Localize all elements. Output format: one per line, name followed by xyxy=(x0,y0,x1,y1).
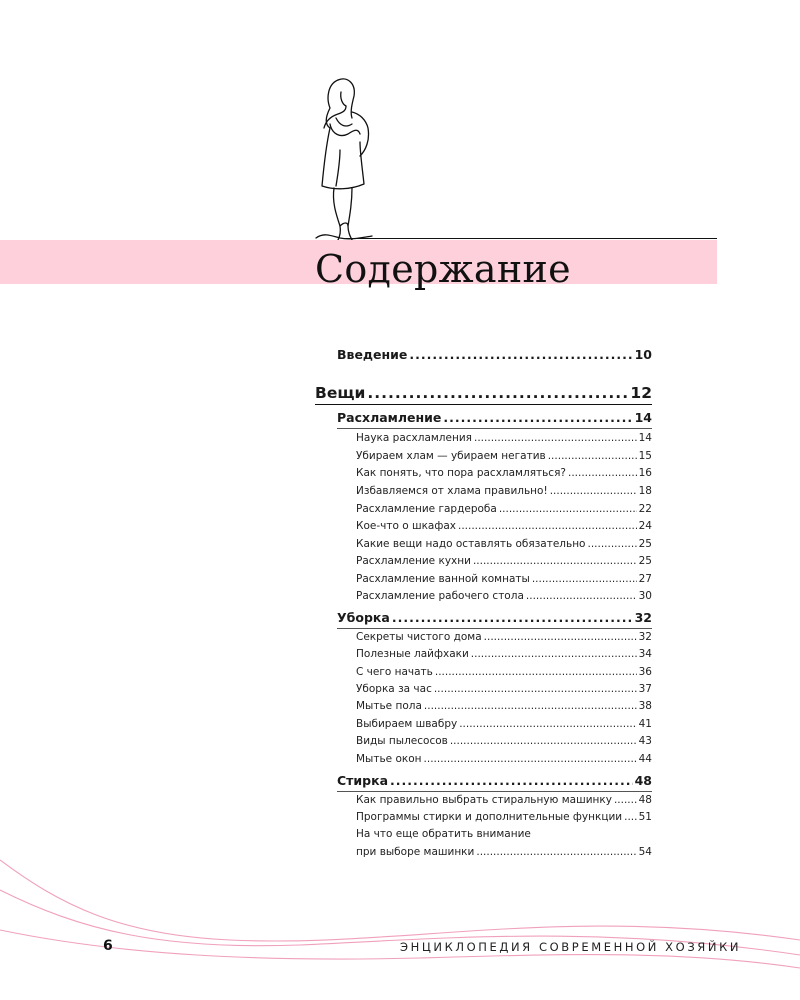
toc-page: 37 xyxy=(638,683,652,695)
toc-section[interactable] xyxy=(356,538,652,550)
toc-section[interactable] xyxy=(356,735,652,747)
leader-dots xyxy=(473,555,637,567)
toc-label: Уборка за час xyxy=(356,683,432,695)
chapter-rule xyxy=(337,791,652,792)
toc-page: 24 xyxy=(638,520,652,532)
leader-dots xyxy=(568,467,637,479)
toc-label: На что еще обратить внимание xyxy=(356,828,531,840)
toc-label: Полезные лайфхаки xyxy=(356,648,469,660)
toc-section-continued[interactable] xyxy=(356,828,531,840)
leader-dots xyxy=(624,811,637,823)
toc-chapter[interactable] xyxy=(337,410,652,425)
toc-label: Расхламление кухни xyxy=(356,555,471,567)
toc-label: Программы стирки и дополнительные функции xyxy=(356,811,623,823)
toc-label: при выборе машинки xyxy=(356,846,475,858)
toc-section[interactable] xyxy=(356,666,652,678)
toc-section[interactable] xyxy=(356,450,652,462)
toc-label: Убираем хлам — убираем негатив xyxy=(356,450,546,462)
toc-label: Избавляемся от хлама правильно! xyxy=(356,485,548,497)
leader-dots xyxy=(458,520,637,532)
leader-dots xyxy=(424,753,637,765)
running-title: ЭНЦИКЛОПЕДИЯ СОВРЕМЕННОЙ ХОЗЯЙКИ xyxy=(400,940,742,954)
toc-page: 16 xyxy=(638,467,652,479)
toc-label: Как понять, что пора расхламляться? xyxy=(356,467,566,479)
toc-page: 25 xyxy=(638,555,652,567)
toc-section[interactable] xyxy=(356,846,652,858)
toc-page: 12 xyxy=(630,384,652,402)
toc-label: Наука расхламления xyxy=(356,432,472,444)
heading-rule xyxy=(345,238,717,239)
leader-dots xyxy=(550,485,637,497)
page-title: Содержание xyxy=(315,247,571,291)
leader-dots xyxy=(459,718,636,730)
toc-chapter[interactable] xyxy=(337,610,652,625)
toc-label: Секреты чистого дома xyxy=(356,631,482,643)
toc-section[interactable] xyxy=(356,503,652,515)
toc-page: 44 xyxy=(638,753,652,765)
toc-page: 41 xyxy=(638,718,652,730)
leader-dots xyxy=(443,410,632,425)
toc-label: Как правильно выбрать стиральную машинку xyxy=(356,794,612,806)
toc-page: 18 xyxy=(638,485,652,497)
toc-section[interactable] xyxy=(356,555,652,567)
toc-section[interactable] xyxy=(356,700,652,712)
toc-label: Стирка xyxy=(337,773,389,788)
leader-dots xyxy=(450,735,637,747)
toc-page: 27 xyxy=(638,573,652,585)
toc-label: Вещи xyxy=(315,384,366,402)
chapter-rule xyxy=(337,428,652,429)
leader-dots xyxy=(424,700,637,712)
toc-page: 22 xyxy=(638,503,652,515)
toc-page: 10 xyxy=(634,347,652,362)
toc-section[interactable] xyxy=(356,753,652,765)
toc-section[interactable] xyxy=(356,573,652,585)
leader-dots xyxy=(614,794,637,806)
leader-dots xyxy=(548,450,637,462)
leader-dots xyxy=(532,573,637,585)
toc-page: 38 xyxy=(638,700,652,712)
leader-dots xyxy=(409,347,632,362)
toc-section[interactable] xyxy=(356,432,652,444)
leader-dots xyxy=(476,846,636,858)
woman-figure xyxy=(316,79,372,245)
toc-label: Расхламление ванной комнаты xyxy=(356,573,530,585)
part-rule xyxy=(315,404,652,405)
toc-page: 34 xyxy=(638,648,652,660)
leader-dots xyxy=(526,590,637,602)
toc-chapter[interactable] xyxy=(337,773,652,788)
leader-dots xyxy=(499,503,637,515)
toc-page: 36 xyxy=(638,666,652,678)
toc-page: 51 xyxy=(638,811,652,823)
leader-dots xyxy=(474,432,637,444)
toc-page: 14 xyxy=(634,410,652,425)
toc-section[interactable] xyxy=(356,631,652,643)
toc-label: Выбираем швабру xyxy=(356,718,458,730)
toc-section[interactable] xyxy=(356,485,652,497)
leader-dots xyxy=(435,666,637,678)
toc-page: 30 xyxy=(638,590,652,602)
toc-page: 32 xyxy=(634,610,652,625)
toc-label: Уборка xyxy=(337,610,390,625)
toc-part[interactable] xyxy=(315,384,652,402)
leader-dots xyxy=(434,683,637,695)
toc-label: С чего начать xyxy=(356,666,433,678)
toc-section[interactable] xyxy=(356,590,652,602)
toc-page: 43 xyxy=(638,735,652,747)
toc-label: Какие вещи надо оставлять обязательно xyxy=(356,538,586,550)
toc-intro[interactable] xyxy=(337,347,652,362)
toc-label: Расхламление рабочего стола xyxy=(356,590,524,602)
toc-label: Введение xyxy=(337,347,408,362)
toc-section[interactable] xyxy=(356,811,652,823)
toc-section[interactable] xyxy=(356,467,652,479)
leader-dots xyxy=(484,631,637,643)
toc-section[interactable] xyxy=(356,648,652,660)
toc-page: 14 xyxy=(638,432,652,444)
leader-dots xyxy=(471,648,637,660)
leader-dots xyxy=(587,538,636,550)
toc-label: Мытье пола xyxy=(356,700,422,712)
toc-label: Кое-что о шкафах xyxy=(356,520,456,532)
leader-dots xyxy=(390,773,633,788)
toc-section[interactable] xyxy=(356,520,652,532)
toc-page: 48 xyxy=(634,773,652,788)
toc-page: 54 xyxy=(638,846,652,858)
leader-dots xyxy=(392,610,633,625)
toc-page: 25 xyxy=(638,538,652,550)
toc-section[interactable] xyxy=(356,683,652,695)
toc-page: 32 xyxy=(638,631,652,643)
toc-section[interactable] xyxy=(356,718,652,730)
toc-label: Мытье окон xyxy=(356,753,422,765)
page-number: 6 xyxy=(103,938,113,954)
toc-page: 15 xyxy=(638,450,652,462)
toc-section[interactable] xyxy=(356,794,652,806)
chapter-rule xyxy=(337,628,652,629)
leader-dots xyxy=(367,384,628,402)
toc-label: Расхламление xyxy=(337,410,442,425)
toc-label: Расхламление гардероба xyxy=(356,503,497,515)
toc-page: 48 xyxy=(638,794,652,806)
toc-label: Виды пылесосов xyxy=(356,735,448,747)
